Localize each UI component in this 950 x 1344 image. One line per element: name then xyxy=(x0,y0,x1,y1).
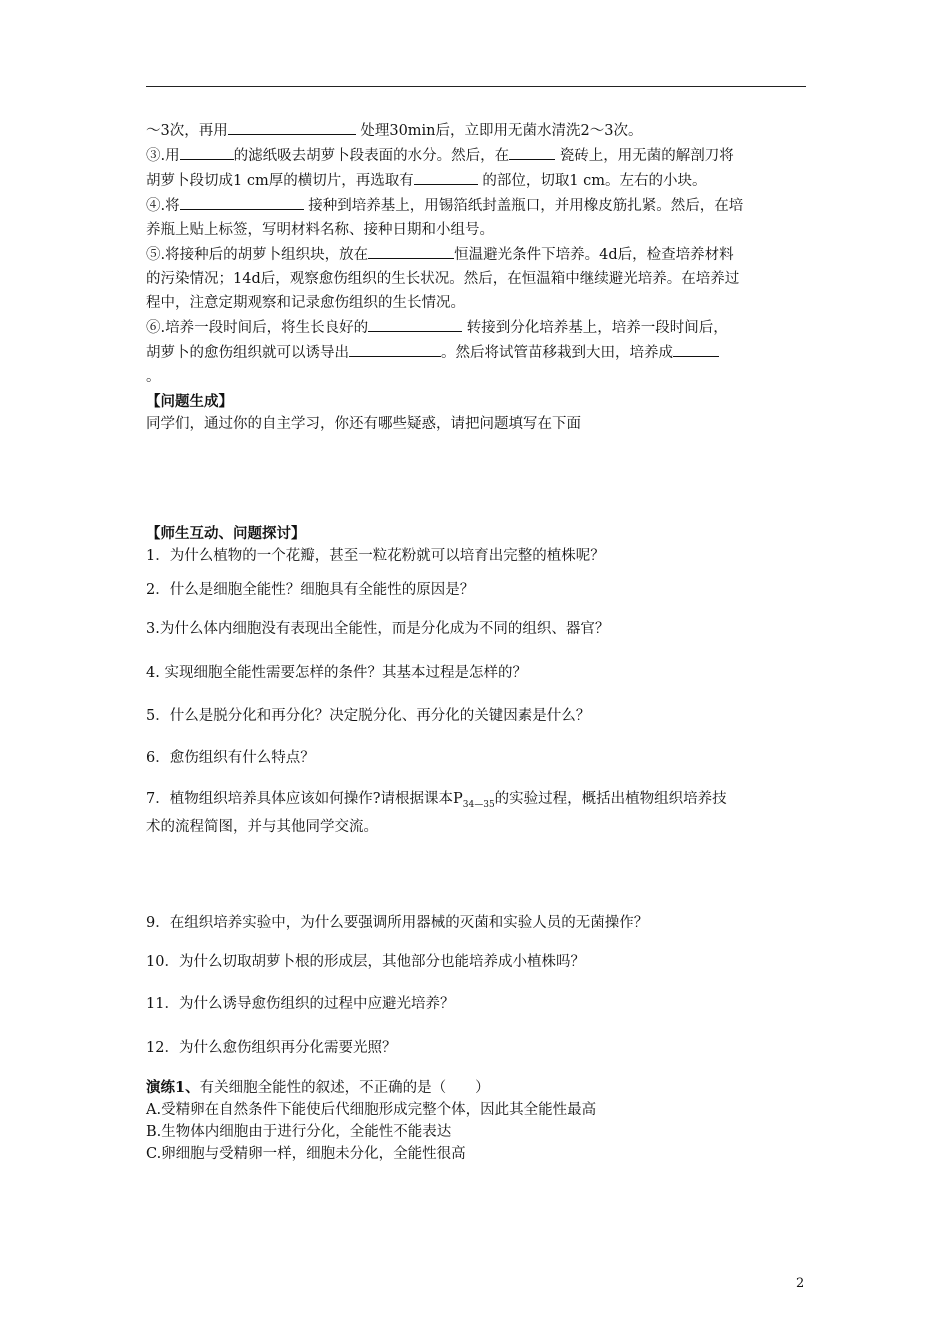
step-line-3: 胡萝卜段切成1 cm厚的横切片，再选取有 的部位，切取1 cm。左右的小块。 xyxy=(146,168,810,193)
step-line-10: 胡萝卜的愈伤组织就可以诱导出 。然后将试管苗移栽到大田，培养成 xyxy=(146,340,810,365)
question-1: 1．为什么植物的一个花瓣，甚至一粒花粉就可以培育出完整的植株呢？ xyxy=(146,548,605,564)
fill-blank[interactable] xyxy=(673,340,719,357)
question-6: 6．愈伤组织有什么特点？ xyxy=(146,750,315,766)
question-2: 2．什么是细胞全能性？细胞具有全能性的原因是？ xyxy=(146,582,475,598)
fill-blank[interactable] xyxy=(180,193,304,210)
step-line-8: 程中，注意定期观察和记录愈伤组织的生长情况。 xyxy=(146,295,465,311)
fill-blank[interactable] xyxy=(414,168,478,185)
exercise-stem: 演练1、有关细胞全能性的叙述，不正确的是（ ） xyxy=(146,1078,490,1096)
step-line-9: ⑥.培养一段时间后，将生长良好的 转接到分化培养基上，培养一段时间后， xyxy=(146,315,810,340)
fill-blank[interactable] xyxy=(180,143,234,160)
question-9: 9．在组织培养实验中，为什么要强调所用器械的灭菌和实验人员的无菌操作？ xyxy=(146,914,649,931)
step-line-6: ⑤.将接种后的胡萝卜组织块，放在 恒温避光条件下培养。4d后，检查培养材料 xyxy=(146,242,810,267)
question-10: 10．为什么切取胡萝卜根的形成层，其他部分也能培养成小植株吗？ xyxy=(146,953,585,970)
step-line-4: ④.将 接种到培养基上，用锡箔纸封盖瓶口，并用橡皮筋扎紧。然后，在培 xyxy=(146,193,810,218)
discussion-title: 【师生互动、问题探讨】 xyxy=(146,525,306,542)
exercise-option-c[interactable]: C.卵细胞与受精卵一样，细胞未分化，全能性很高 xyxy=(146,1145,466,1162)
step-line-7: 的污染情况；14d后，观察愈伤组织的生长状况。然后，在恒温箱中继续避光培养。在培养过 xyxy=(146,271,740,287)
question-11: 11．为什么诱导愈伤组织的过程中应避光培养？ xyxy=(146,995,455,1012)
question-12: 12．为什么愈伤组织再分化需要光照？ xyxy=(146,1039,397,1056)
fill-blank[interactable] xyxy=(509,143,555,160)
step-line-5: 养瓶上贴上标签，写明材料名称、接种日期和小组号。 xyxy=(146,222,494,238)
question-3: 3.为什么体内细胞没有表现出全能性，而是分化成为不同的组织、器官？ xyxy=(146,621,610,637)
question-4: 4. 实现细胞全能性需要怎样的条件？其基本过程是怎样的？ xyxy=(146,665,527,681)
step-line-11: 。 xyxy=(146,369,161,385)
problem-section-title: 【问题生成】 xyxy=(146,393,233,410)
fill-blank[interactable] xyxy=(349,340,441,357)
fill-blank[interactable] xyxy=(228,118,356,135)
question-5: 5．什么是脱分化和再分化？决定脱分化、再分化的关键因素是什么？ xyxy=(146,708,591,724)
exercise-option-a[interactable]: A.受精卵在自然条件下能使后代细胞形成完整个体，因此其全能性最高 xyxy=(146,1101,597,1118)
problem-section-text: 同学们，通过你的自主学习，你还有哪些疑惑，请把问题填写在下面 xyxy=(146,416,581,432)
question-7-continued: 术的流程简图，并与其他同学交流。 xyxy=(146,818,378,835)
exercise-option-b[interactable]: B.生物体内细胞由于进行分化，全能性不能表达 xyxy=(146,1123,452,1140)
fill-blank[interactable] xyxy=(368,242,454,259)
question-7: 7．植物组织培养具体应该如何操作?请根据课本$P_{34—35}$的实验过程，概括出植物组织培养技 xyxy=(146,791,727,810)
page-number: 2 xyxy=(796,1276,805,1291)
header-rule xyxy=(146,86,806,87)
step-line-1: ～3次，再用 处理30min后，立即用无菌水清洗2～3次。 xyxy=(146,118,810,143)
document-body xyxy=(146,118,810,1165)
step-line-2: ③.用 的滤纸吸去胡萝卜段表面的水分。然后，在 瓷砖上，用无菌的解剖刀将 xyxy=(146,143,810,168)
fill-blank[interactable] xyxy=(368,315,462,332)
